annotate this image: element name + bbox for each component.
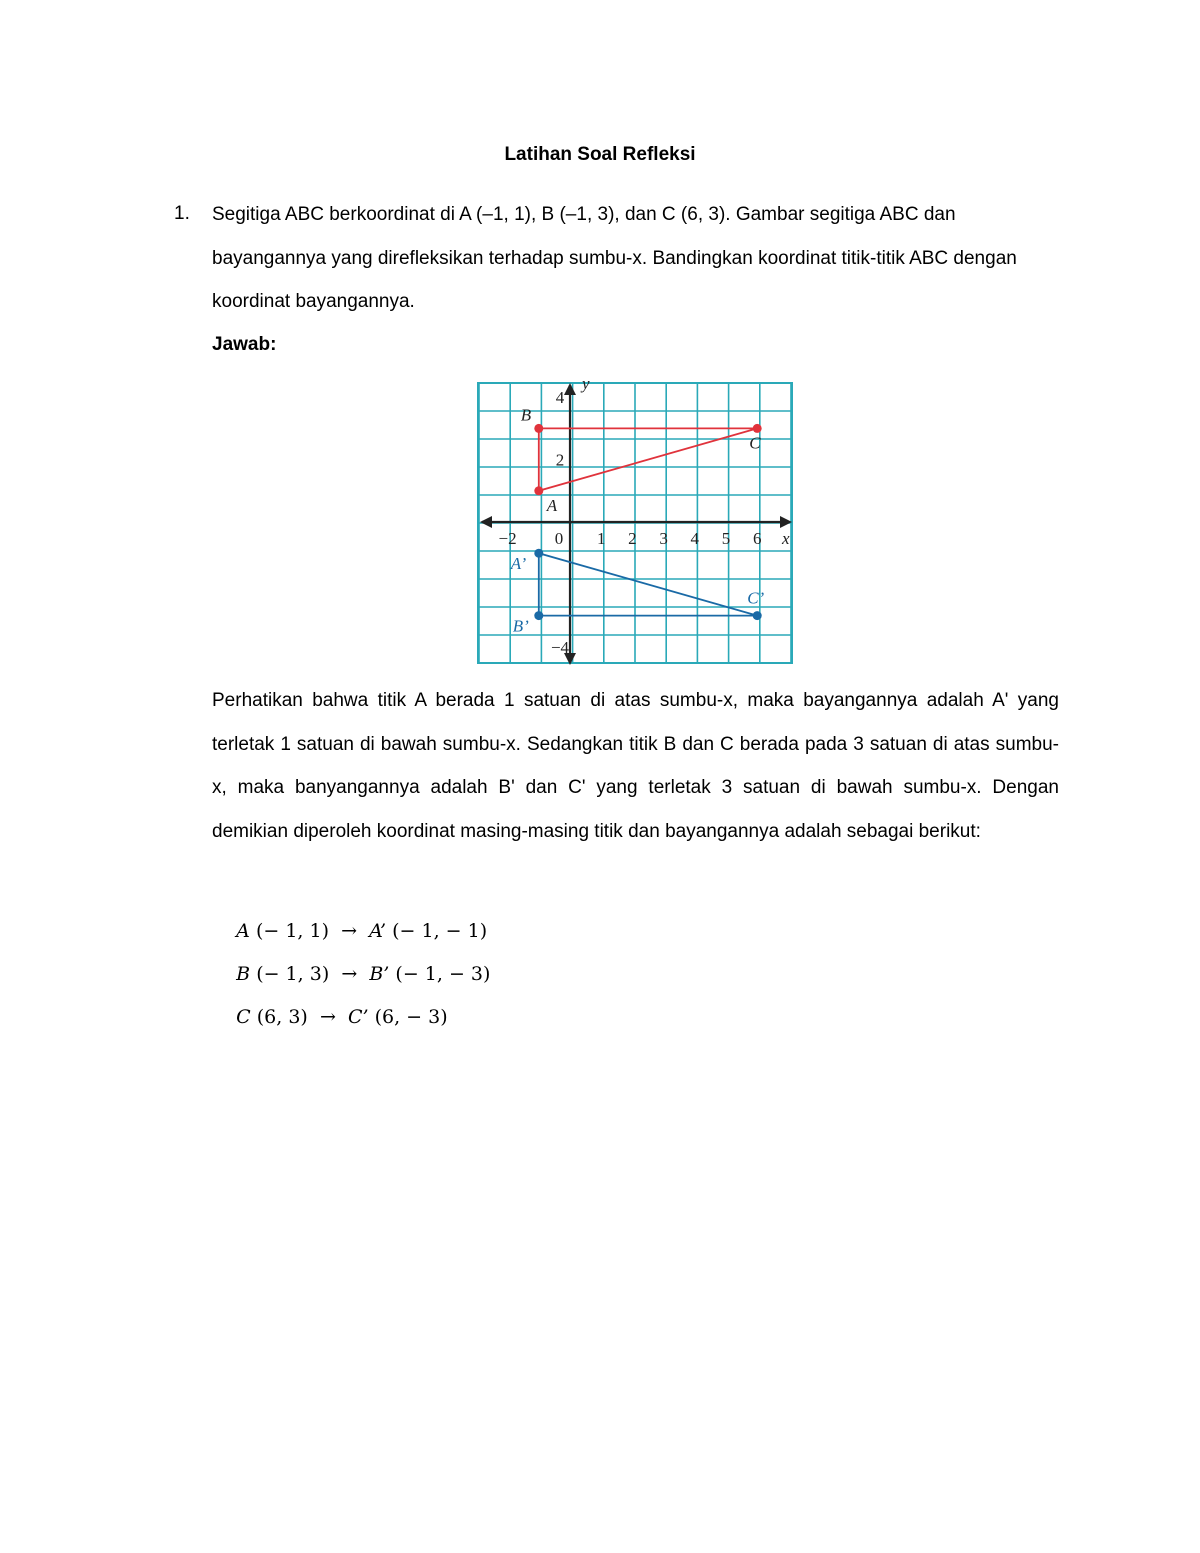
x-tick-label: 2 xyxy=(628,529,637,548)
point-label: B xyxy=(520,405,532,425)
point-marker xyxy=(534,424,543,433)
mapping-image-coord: (− 1, − 1) xyxy=(392,920,488,942)
mapping-image-point: A’ xyxy=(369,920,387,942)
mapping-image-point: B’ xyxy=(369,963,390,985)
y-tick-label: 4 xyxy=(555,388,565,408)
mapping-arrow: → xyxy=(341,920,358,942)
y-tick-label: 2 xyxy=(555,450,565,470)
question-number: 1. xyxy=(174,203,190,224)
mapping-row-c xyxy=(212,984,448,1050)
explanation-text: Perhatikan bahwa titik A berada 1 satuan di atas sumbu-x, maka bayangannya adalah A' yang terletak 1 satuan di bawah sumbu-x. Sedangkan titik B dan C berada pada 3 satuan di atas sumbu-x, maka banyangannya adalah B' dan C' yang terletak 3 satuan di bawah sumbu-x. Dengan demikian diperoleh koordinat masing-masing titik dan bayangannya adalah sebagai berikut: xyxy=(212,690,1059,842)
point-marker xyxy=(534,486,543,495)
point-marker xyxy=(753,611,762,620)
mapping-arrow: → xyxy=(341,963,358,985)
point-marker xyxy=(534,549,543,558)
mapping-arrow: → xyxy=(319,1006,336,1028)
x-axis-arrow-left xyxy=(480,516,492,528)
x-tick-label: 5 xyxy=(721,529,731,548)
mapping-image-point: C’ xyxy=(347,1006,369,1028)
coordinate-plane xyxy=(476,381,794,667)
x-tick-label: 3 xyxy=(659,529,668,548)
mapping-image-coord: (6, − 3) xyxy=(374,1006,448,1028)
question-text: Segitiga ABC berkoordinat di A (–1, 1), B (–1, 3), dan C (6, 3). Gambar segitiga ABC dan bayangannya yang direfleksikan terhadap sumbu-x. Bandingkan koordinat titik-titik ABC dengan koordinat bayangannya. xyxy=(212,204,1017,312)
x-axis-label: x xyxy=(782,529,790,548)
x-tick-label: 1 xyxy=(596,529,606,548)
mapping-image-coord: (− 1, − 3) xyxy=(395,963,491,985)
mapping-point: C xyxy=(236,1006,251,1028)
point-label: C’ xyxy=(747,588,765,608)
y-axis-label: y xyxy=(582,381,590,394)
y-tick-label: −4 xyxy=(550,637,570,657)
point-marker xyxy=(534,611,543,620)
point-label: A xyxy=(546,495,558,515)
mapping-point: A xyxy=(236,920,250,942)
x-tick-label: 0 xyxy=(554,529,564,548)
y-axis-arrow-up xyxy=(564,383,576,395)
mapping-coord: (6, 3) xyxy=(256,1006,308,1028)
answer-label: Jawab: xyxy=(212,334,277,355)
mapping-point: B xyxy=(236,963,251,985)
point-label: A’ xyxy=(510,554,527,574)
page-title: Latihan Soal Refleksi xyxy=(504,144,696,165)
point-marker xyxy=(753,424,762,433)
triangle-abc xyxy=(539,428,757,490)
mapping-coord: (− 1, 3) xyxy=(256,963,330,985)
x-tick-label: 6 xyxy=(752,529,762,548)
point-label: B’ xyxy=(512,616,529,636)
mapping-coord: (− 1, 1) xyxy=(255,920,329,942)
x-tick-label: −2 xyxy=(498,529,517,548)
x-tick-label: 4 xyxy=(690,529,700,548)
reflection-graph xyxy=(476,381,794,672)
point-label: C xyxy=(749,433,761,453)
